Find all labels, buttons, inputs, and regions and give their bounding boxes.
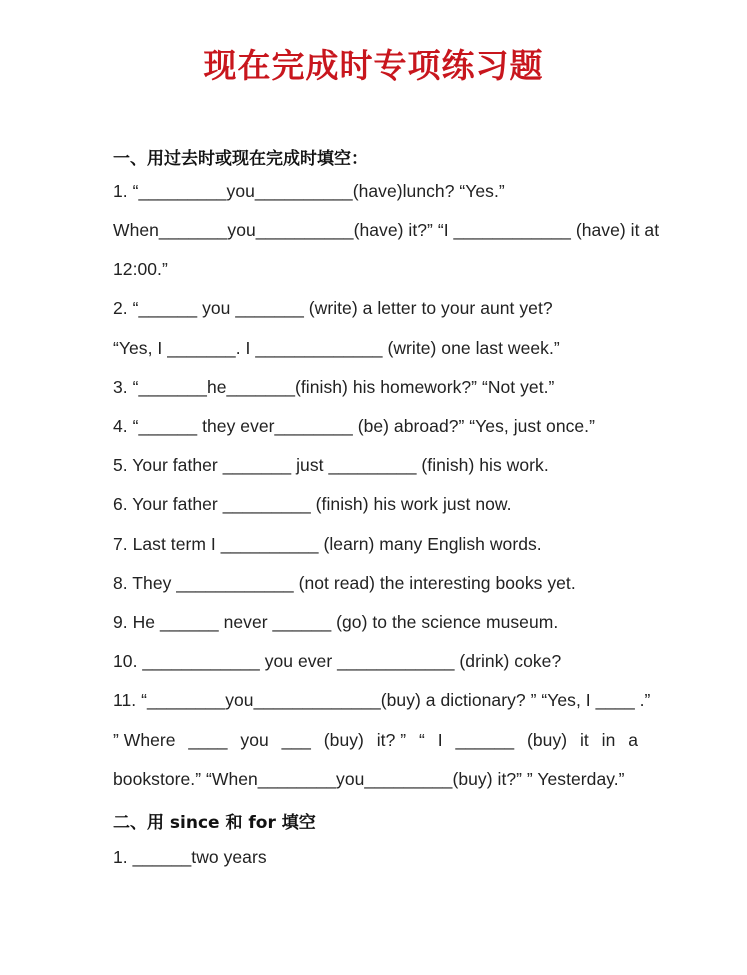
line-15-word: a xyxy=(628,730,638,750)
line-15-word: it? ” xyxy=(376,730,407,750)
page-title: 现在完成时专项练习题 xyxy=(203,46,544,85)
exercise-line-17: 1. ______two years xyxy=(113,847,267,867)
exercise-line-6: 3. “_______he_______(finish) his homework?” “Not yet.” xyxy=(113,377,555,397)
exercise-line-5: “Yes, I _______. I _____________ (write) one last week.” xyxy=(113,338,560,358)
line-15-word: ______ xyxy=(455,730,515,750)
line-15-word: you xyxy=(240,730,269,750)
exercise-line-4: 2. “______ you _______ (write) a letter to your aunt yet? xyxy=(113,298,553,318)
exercise-line-8: 5. Your father _______ just _________ (finish) his work. xyxy=(113,455,549,475)
line-15-word: ____ xyxy=(188,730,228,750)
line-15-word: I xyxy=(437,730,443,750)
section-1-heading: 一、用过去时或现在完成时填空： xyxy=(113,149,368,169)
exercise-line-15 xyxy=(113,730,638,751)
line-15-word: (buy) xyxy=(323,730,364,750)
exercise-line-10: 7. Last term I __________ (learn) many English words. xyxy=(113,534,542,554)
exercise-line-14: 11. “________you_____________(buy) a dictionary? ” “Yes, I ____ .” xyxy=(113,690,651,710)
line-15-word: “ xyxy=(419,730,425,750)
line-15-word: in xyxy=(601,730,616,750)
exercise-line-9: 6. Your father _________ (finish) his work just now. xyxy=(113,494,512,514)
exercise-line-13: 10. ____________ you ever ____________ (drink) coke? xyxy=(113,651,562,671)
exercise-line-12: 9. He ______ never ______ (go) to the science museum. xyxy=(113,612,559,632)
line-15-word: it xyxy=(579,730,589,750)
line-15-word: ” Where xyxy=(113,730,176,750)
exercise-line-2: When_______you__________(have) it?” “I ____________ (have) it at xyxy=(113,220,660,240)
line-15-word: ___ xyxy=(281,730,311,750)
exercise-line-16: bookstore.” “When________you_________(buy) it?” ” Yesterday.” xyxy=(113,769,625,789)
line-15-word: (buy) xyxy=(527,730,568,750)
exercise-line-7: 4. “______ they ever________ (be) abroad?” “Yes, just once.” xyxy=(113,416,595,436)
section-2-heading: 二、用 since 和 for 填空 xyxy=(113,813,316,833)
exercise-line-11: 8. They ____________ (not read) the interesting books yet. xyxy=(113,573,576,593)
exercise-line-3: 12:00.” xyxy=(113,259,168,279)
exercise-line-1: 1. “_________you__________(have)lunch? “Yes.” xyxy=(113,181,505,201)
